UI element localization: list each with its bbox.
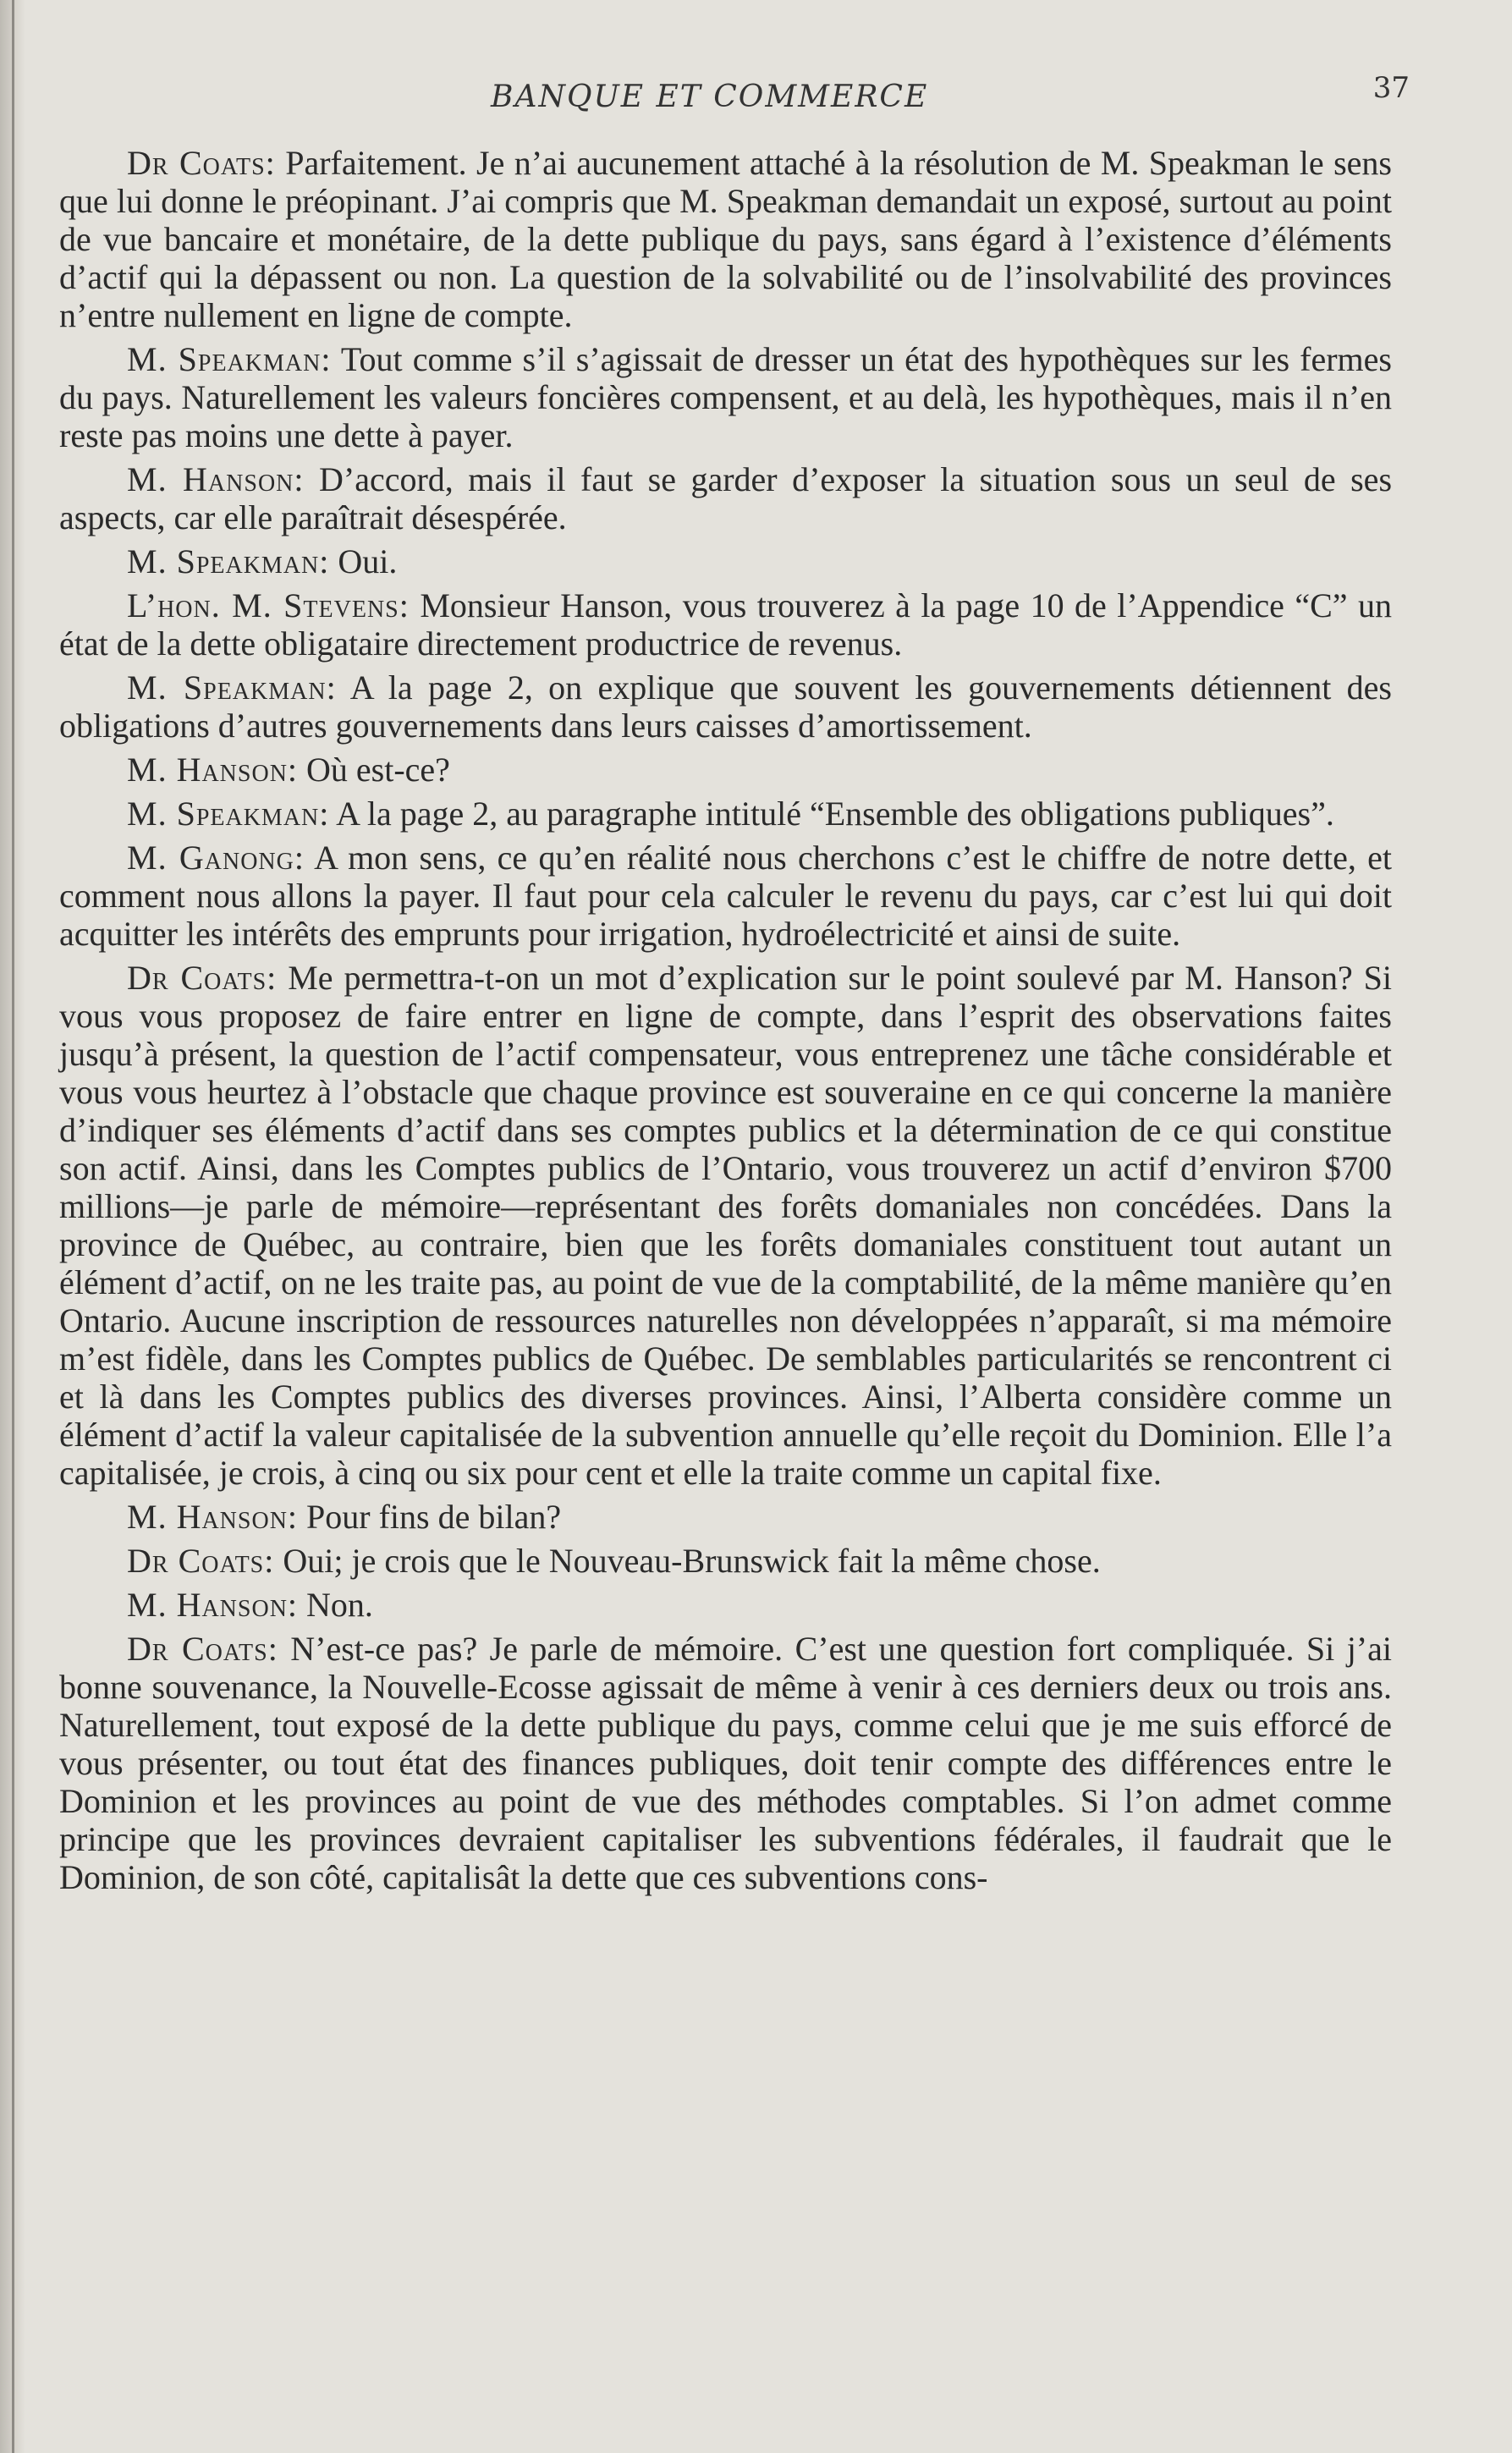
speech-text: A la page 2, au paragraphe intitulé “Ensemble des obligations publiques”.: [329, 795, 1334, 833]
running-title: BANQUE ET COMMERCE: [491, 80, 929, 114]
speech-text: A la page 2, on explique que souvent les gouvernements détiennent des obligations d’autres gouvernements dans leurs caisses d’amortissement.: [59, 668, 1392, 745]
paragraph: [59, 460, 1392, 536]
paragraph: [59, 959, 1392, 1492]
speech-text: Pour fins de bilan?: [298, 1498, 562, 1536]
paragraph: [59, 1586, 1392, 1624]
speaker-name: M. Speakman:: [127, 542, 330, 580]
speaker-name: Dr Coats:: [127, 1630, 278, 1668]
paragraph: [59, 1498, 1392, 1536]
speaker-name: M. Hanson:: [127, 751, 299, 789]
speech-text: Oui; je crois que le Nouveau-Brunswick fait la même chose.: [274, 1542, 1101, 1580]
speech-text: N’est-ce pas? Je parle de mémoire. C’est une question fort compliquée. Si j’ai bonne souvenance, la Nouvelle-Ecosse agissait de même à venir à ces derniers deux ou trois ans. Naturellement, tout exposé de la dette publique du pays, comme celui que je me suis efforcé de vous présenter, ou tout état des finances publiques, doit tenir compte des différences entre le Dominion et les provinces au point de vue des méthodes comptables. Si l’on admet comme principe que les provinces devraient capitaliser les subventions fédérales, il faudrait que le Dominion, de son côté, capitalisât la dette que ces subventions cons-: [59, 1630, 1392, 1896]
speech-text: Oui.: [329, 542, 398, 580]
paragraph: [59, 668, 1392, 745]
speaker-name: M. Hanson:: [127, 1586, 299, 1624]
speech-text: Me permettra-t-on un mot d’explication sur le point soulevé par M. Hanson? Si vous vous proposez de faire entrer en ligne de compte, dans l’esprit des observations faites jusqu’à présent, la question de l’actif compensateur, vous entreprenez une tâche considérable et vous vous heurtez à l’obstacle que chaque province est souveraine en ce qui concerne la manière d’indiquer ses éléments d’actif dans ses comptes publics et la détermination de ce qui constitue son actif. Ainsi, dans les Comptes publics de l’Ontario, vous trouverez un actif d’environ $700 millions—je parle de mémoire—représentant des forêts domaniales non concédées. Dans la province de Québec, au contraire, bien que les forêts domaniales constituent tout autant un élément d’actif, on ne les traite pas, au point de vue de la comptabilité, de la même manière qu’en Ontario. Aucune inscription de ressources naturelles non développées n’apparaît, si ma mémoire m’est fidèle, dans les Comptes publics de Québec. De semblables particularités se rencontrent ci et là dans les Comptes publics des diverses provinces. Ainsi, l’Alberta considère comme un élément d’actif la valeur capitalisée de la subvention annuelle qu’elle reçoit du Dominion. Elle l’a capitalisée, je crois, à cinq ou six pour cent et elle la traite comme un capital fixe.: [59, 959, 1392, 1492]
binding-gutter: [0, 0, 25, 2453]
binding-edge-line: [12, 0, 14, 2453]
paragraph: [59, 1630, 1392, 1896]
speech-text: D’accord, mais il faut se garder d’exposer la situation sous un seul de ses aspects, car elle paraîtrait désespérée.: [59, 460, 1393, 536]
page-header: [59, 68, 1413, 144]
speech-text: Parfaitement. Je n’ai aucunement attaché à la résolution de M. Speakman le sens que lui donne le préopinant. J’ai compris que M. Speakman demandait un exposé, surtout au point de vue bancaire et monétaire, de la dette publique du pays, sans égard à l’existence d’éléments d’actif qui la dépassent ou non. La question de la solvabilité ou de l’insolvabilité des provinces n’entre nullement en ligne de compte.: [59, 144, 1392, 334]
speaker-name: Dr Coats:: [127, 1542, 275, 1580]
document-page: [59, 68, 1413, 1902]
page-number: 37: [1372, 71, 1410, 105]
speaker-name: M. Ganong:: [127, 839, 305, 877]
paragraph: [59, 1542, 1392, 1580]
paragraph: [59, 340, 1392, 454]
speaker-name: M. Speakman:: [127, 795, 330, 833]
speech-text: Monsieur Hanson, vous trouverez à la page 10 de l’Appendice “C” un état de la dette obligataire directement productrice de revenus.: [59, 586, 1392, 663]
speaker-name: M. Hanson:: [127, 460, 305, 498]
speech-text: A mon sens, ce qu’en réalité nous cherchons c’est le chiffre de notre dette, et comment nous allons la payer. Il faut pour cela calculer le revenu du pays, car c’est lui qui doit acquitter les intérêts des emprunts pour irrigation, hydroélectricité et ainsi de suite.: [59, 839, 1393, 953]
speaker-name: L’hon. M. Stevens:: [127, 586, 410, 624]
speaker-name: M. Speakman:: [127, 668, 337, 707]
paragraph: [59, 144, 1392, 334]
paragraph: [59, 586, 1392, 663]
speaker-name: Dr Coats:: [127, 144, 276, 182]
paragraph: [59, 795, 1392, 833]
speech-text: Où est-ce?: [298, 751, 450, 789]
paragraph: [59, 839, 1392, 953]
speech-text: Tout comme s’il s’agissait de dresser un état des hypothèques sur les fermes du pays. Naturellement les valeurs foncières compensent, et au delà, les hypothèques, mais il n’en reste pas moins une dette à payer.: [59, 340, 1392, 454]
speaker-name: M. Speakman:: [127, 340, 332, 378]
speaker-name: Dr Coats:: [127, 959, 278, 997]
speech-text: Non.: [298, 1586, 373, 1624]
paragraph: [59, 542, 1392, 580]
transcript-body: [59, 144, 1392, 1896]
speaker-name: M. Hanson:: [127, 1498, 299, 1536]
paragraph: [59, 751, 1392, 789]
